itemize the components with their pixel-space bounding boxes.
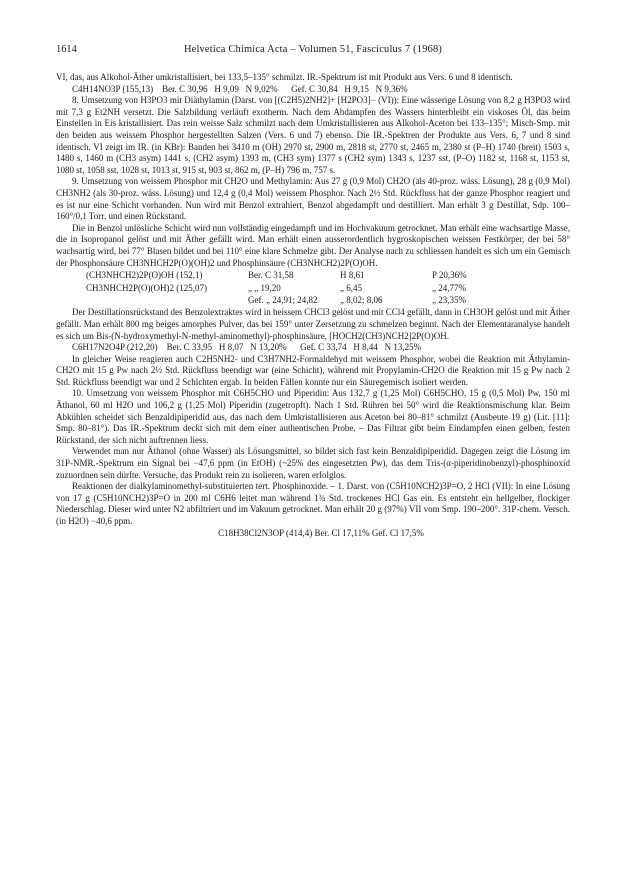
article-body <box>56 72 570 539</box>
analysis-line-c6h17n2o4p: C6H17N2O4P (212,20) Ber. C 33,95 H 8,07 N 13,20% Gef. C 33,74 H 8,44 N 13,25% <box>72 342 422 353</box>
paragraph-experiment-9: 9. Umsetzung von weissem Phosphor mit CH2O und Methylamin: Aus 27 g (0,9 Mol) CH2O (als 40-proz. wäss. Lösung), 28 g (0,9 Mol) CH3NH2 (als 30-proz. wäss. Lösung) und 12,4 g (0,4 Mol) weissem Phosphor. Nach 2½ Std. Rückfluss hat der ganze Phosphor reagiert und es ist nur eine Schicht vorhanden. Nun wird mit Benzol extrahiert, Benzol abgedampft und destilliert. Man erhält 3 g Destillat, Sdp. 100–160°/0,1 Torr, und einen Rückstand. <box>56 176 570 222</box>
analysis-cell: „ 8,02; 8,06 <box>340 294 383 305</box>
running-title: Helvetica Chimica Acta – Volumen 51, Fasciculus 7 (1968) <box>183 44 443 55</box>
analysis-line-c4h14no3p: C4H14NO3P (155,13) Ber. C 30,96 H 9,09 N 9,02% Gef. C 30,84 H 9,15 N 9,36% <box>72 83 408 94</box>
page-number: 1614 <box>56 44 77 55</box>
analysis-cell: Gef. „ 24,91; 24,82 <box>248 294 318 305</box>
paragraph-vi-conclusion: VI, das, aus Alkohol-Äther umkristallisiert, bei 133,5–135° schmilzt. IR.-Spektrum ist mit Produkt aus Vers. 6 und 8 identisch. <box>56 72 513 82</box>
analysis-cell: (CH3NHCH2)2P(O)OH (152,1) <box>86 270 203 281</box>
analysis-line-c18h38cl2n3op: C18H38Cl2N3OP (414,4) Ber. Cl 17,11% Gef. Cl 17,5% <box>218 527 424 538</box>
analysis-table <box>56 270 570 306</box>
analysis-cell <box>86 295 248 306</box>
analysis-row <box>56 270 570 281</box>
journal-page <box>56 44 570 539</box>
paragraph-distillation-residue: Der Destillationsrückstand des Benzolextraktes wird in heissem CHCl3 gelöst und mit CCl4 gefällt, dann in CH3OH gelöst und mit Äther gefällt. Man erhält 800 mg beiges amorphes Pulver, das bei 159° unter Zersetzung zu schmelzen beginnt. Nach der Elementaranalyse handelt es sich um Bis-(N-hydroxymethyl-N-methyl-aminomethyl)-phosphinsäure, [HOCH2(CH3)NCH2]2P(O)OH. <box>56 307 570 341</box>
analysis-cell: H 8,61 <box>340 270 365 281</box>
paragraph-similar-reactions: In gleicher Weise reagieren auch C2H5NH2- und C3H7NH2-Formaldehyd mit weissem Phosphor, wobei die Reaktion mit Äthylamin-CH2O mit 15 g Pw nach 2½ Std. Rückfluss beendigt war (eine Schicht), während mit Propylamin-CH2O die Reaktion mit 15 g Pw nach 2 Std. Rückfluss beendigt war und 2 Schichten ergab. In beiden Fällen konnte nur ein Säuregemisch isoliert werden. <box>56 353 570 387</box>
analysis-cell: „ 23,35% <box>432 294 466 305</box>
analysis-cell: „ „ 19,20 <box>248 282 281 293</box>
page-header <box>56 44 570 60</box>
paragraph-ethanol-only: Verwendet man nur Äthanol (ohne Wasser) als Lösungsmittel, so bildet sich fast kein Benzaldipiperidid. Dagegen zeigt die Lösung im 31P-NMR.-Spektrum ein Signal bei −47,6 ppm (in EtOH) (~25% des eingesetzten Pw), das dem Tris-(α-piperidinobenzyl)-phosphinoxid zuzuordnen sein dürfte. Versuche, das Produkt rein zu isolieren, waren erfolglos. <box>56 446 570 480</box>
analysis-cell: P 20,36% <box>432 270 467 281</box>
paragraph-section-reactions: Reaktionen der dialkylaminomethyl-substituierten tert. Phosphinoxide. – 1. Darst. von (C5H10NCH2)3P=O, 2 HCl (VII): In eine Lösung von 17 g (C5H10NCH2)3P=O in 200 ml C6H6 leitet man während 1¾ Std. trockenes HCl Gas ein. Es entsteht ein hellgelber, flockiger Niederschlag. Dieser wird unter N2 abfiltriert und im Vakuum getrocknet. Man erhält 20 g (97%) VII vom Smp. 190–200°. 31P-chem. Versch. (in H2O) −40,6 ppm. <box>56 481 570 526</box>
analysis-cell: Ber. C 31,58 <box>248 270 294 281</box>
analysis-row <box>56 295 570 306</box>
analysis-row <box>56 283 570 294</box>
analysis-cell: CH3NHCH2P(O)(OH)2 (125,07) <box>86 282 207 293</box>
analysis-cell: „ 24,77% <box>432 282 466 293</box>
paragraph-insoluble-layer: Die in Benzol unlösliche Schicht wird nun vollständig eingedampft und im Hochvakuum getrocknet. Man erhält eine wachsartige Masse, die in Isopropanol gelöst und mit Äther gefällt wird. Man erhält einen ausserordentlich hygroskopischen weissen Festkörper, der bei 58° wachsartig wird, bei 77° Blasen bildet und bei 110° eine klare Schmelze gibt. Der Analyse nach zu schliessen handelt es sich um ein Gemisch der Phosphonsäure CH3NHCH2P(O)(OH)2 und Phosphinsäure (CH3NHCH2)2P(O)OH. <box>56 222 570 268</box>
paragraph-experiment-8: 8. Umsetzung von H3PO3 mit Diäthylamin (Darst. von [(C2H5)2NH2]+ [H2PO3]− (VI)): Eine wässerige Lösung von 8,2 g H3PO3 wird mit 7,3 g Et2NH versetzt. Die Salzbildung verläuft exotherm. Nach dem Abdampfen des Wassers hinterbleibt ein viskoses Öl, das beim Einstellen in Eis kristallisiert. Das rein weisse Salz schmilzt nach dem Umkristallisieren aus Alkohol-Aceton bei 133–135°; Misch-Smp. mit den beiden aus weissem Phosphor hergestellten Salzen (Vers. 6 und 7) ebenso. Die IR.-Spektren der Produkte aus Vers. 6, 7 und 8 sind identisch. VI zeigt im IR. (in KBr): Banden bei 3410 m (OH) 2970 st, 2900 m, 2818 st, 2770 st, 2465 m, 2380 st (P–H) 1740 (breit) 1503 s, 1480 s, 1460 m (CH3 asym) 1441 s, (CH2 asym) 1393 m, (CH3 sym) 1377 s (CH2 sym) 1343 s, 1237 sst, (P–O) 1182 st, 1168 st, 1153 st, 1080 st, 1058 sst, 1028 st, 1013 st, 915 st, 903 st, 862 m, (P–H) 796 m, 757 s. <box>56 95 570 175</box>
paragraph-experiment-10: 10. Umsetzung von weissem Phosphor mit C6H5CHO und Piperidin: Aus 132,7 g (1,25 Mol) C6H5CHO, 15 g (0,5 Mol) Pw, 150 ml Äthanol, 60 ml H2O und 106,2 g (1,25 Mol) Piperidin (zugetropft). Nach 1 Std. Rühren bei 50° wird die Reaktionsmischung klar. Beim Abkühlen scheidet sich Benzaldipiperidid aus, das nach dem Umkristallisieren aus Aceton bei 80–81° schmilzt (Ausbeute 19 g) (Lit. [11]: Smp. 80–81°). Das IR.-Spektrum deckt sich mit dem einer authentischen Probe. – Das Filtrat gibt beim Eindampfen einen gelben, festen Rückstand, der sich nicht auftrennen liess. <box>56 388 570 445</box>
analysis-cell: „ 6,45 <box>340 282 362 293</box>
